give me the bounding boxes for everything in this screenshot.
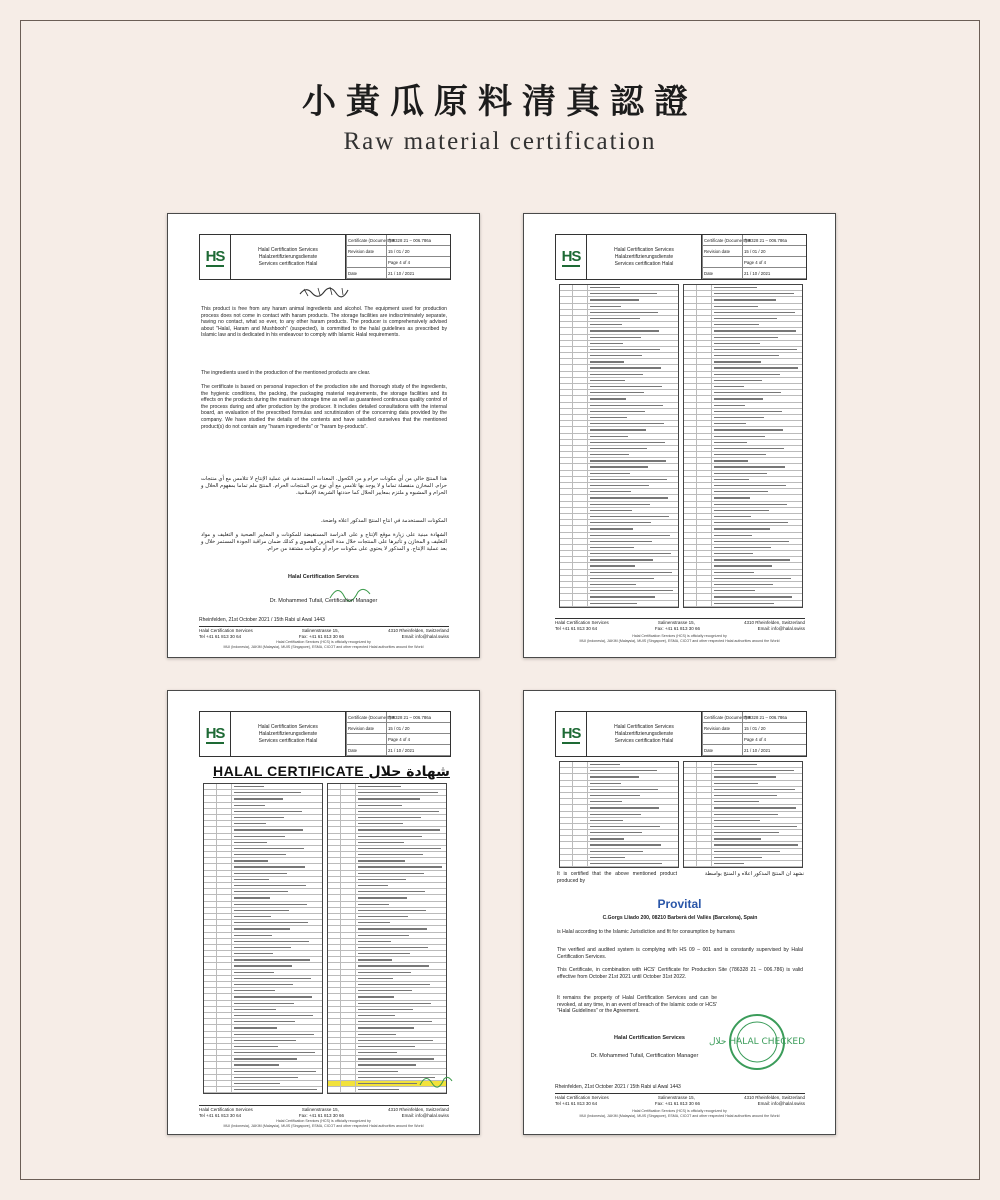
halal-certificate-title: HALAL CERTIFICATE شهادة حلال [213,763,450,780]
footnote: MUI (Indonesia), JAKIM (Malaysia), MUIS (Singapore), ESMA, CICOT and other respected Halal authorities around the World [579,1114,780,1118]
field-value: 21 / 10 / 2021 [742,268,806,279]
date-line: Rheinfelden, 21st October 2021 / 15th Rabi ul Awal 1443 [199,617,325,623]
certificate-header [199,234,451,280]
certificate-page-1 [167,213,480,658]
field-value: 786328 21 – 006.786a [386,712,450,723]
field-value: 21 / 10 / 2021 [742,745,806,756]
certified-text-arabic: نشهد ان المنتج المذكور اعلاه و المنتج بواسطة [704,871,804,877]
table-row [684,861,802,867]
signature-mark [418,1071,454,1091]
paragraph: This product is free from any haram animal ingredients and alcohol. The equipment used for production process does not come in contact with haram products. The storage facilities are indiscriminately separate, having no contact, what so ever, to any other haram products. The producer is comprehensively advised about "Halal, Haram and Mushbooh" (suspected), is committed to the halal guidelines as prescribed by Islamic law and is dedicated in his endeavour to comply with Islamic Halal requirements. [201,306,447,339]
footer: Halal Certification Services Salinenstrasse 15, 4310 Rheinfelden, Switzerland Tel +41 61 813 30 64 Fax: +41 61 813 30 66 Email: info@halal.swiss [199,1107,449,1118]
footnote: Halal Certification Services (HCS) is officially recognized by [276,640,371,644]
paragraph: The ingredients used in the production of the mentioned products are clear. [201,370,371,376]
footnote: MUI (Indonesia), JAKIM (Malaysia), MUIS (Singapore), ESMA, CICOT and other respected Halal authorities around the World [579,639,780,643]
product-list-table [559,284,803,608]
field-label: Revision date [702,723,742,734]
table-column [203,783,323,1094]
paragraph: The certificate is based on personal inspection of the production site and thorough study of the ingredients, the hygienic conditions, the packing, the packaging material requirements, the storage facilities and its effects on the products during the maximum storage time as well as guaranteed continuous quality control of the process during and after production by the producer. It includes detailed consultations with the internal board, an evaluation of the prescribed formulas and scrutinization of the concerning data provided by the company. We have studied the details of the contents and have satisfied ourselves that the mentioned product(s) do not contain any "haram ingredients" or "haram by-products". [201,384,447,430]
field-value: 15 / 01 / 20 [742,723,806,734]
org-line: Halalzertifizierungsdienste [614,253,674,260]
table-column [327,783,447,1094]
page-title: 小黃瓜原料清真認證 [302,82,698,122]
table-row [560,601,678,607]
field-label: Certificate (Document) # [346,712,386,723]
field-label [702,257,742,268]
hs-logo: HS [200,235,231,279]
footnote: MUI (Indonesia), JAKIM (Malaysia), MUIS (Singapore), ESMA, CICOT and other respected Halal authorities around the World [223,645,424,649]
field-value: Page 4 of 4 [386,734,450,745]
field-value: Page 4 of 4 [742,734,806,745]
field-label: Date [346,268,386,279]
certificate-page-4 [523,690,836,1135]
certificate-page-2 [523,213,836,658]
field-label: Certificate (Document) # [346,235,386,246]
table-row [560,861,678,867]
svg-text:حلال HALAL CHECKED: حلال HALAL CHECKED [708,1037,806,1047]
paragraph: It remains the property of Halal Certification Services and can be revoked, at any time, in an event of breach of the Islamic code or HCS' "Halal Guidelines" or the Agreement. [557,995,717,1015]
company-name: Provital [657,897,702,911]
field-label: Revision date [346,723,386,734]
table-row [204,1087,322,1093]
arabic-paragraph: الشهادة مبنية على زيارة موقع الإنتاج و على الدراسة المستفيضة للمكونات و المعايير الصحية و التغليف و مواد التغليف و المخازن و تأثيرها على المنتجات خلال مدة التخزين القصوى و كذلك ضمان مراقبة الجودة المستمر خلال و بعد عملية الإنتاج. و المذكور لا يحتوي على مكونات حرام أو مكونات مشتقة من حرام. [201,532,447,552]
page-frame [20,20,980,1180]
hs-logo: HS [200,712,231,756]
signatory: Dr. Mohammed Tufail, Certification Manager [590,1053,699,1059]
field-value: Page 4 of 4 [742,257,806,268]
org-line: Halal Certification Services [258,723,318,730]
arabic-paragraph: هذا المنتج خالي من أي مكونات حرام و من الكحول. المعدات المستخدمة في عملية الإنتاج لا تتلامس مع أي منتجات حرام. المخازن منفصلة تماما و لا يوجد بها تلامس مع أي نوع من المنتجات الحرام. المنتج ملم تماما بمفهوم الحلال و الحرام و المشبوه و ملتزم بمعايير الحلال كما حددتها الشريعة الإسلامية. [201,476,447,496]
field-value: 21 / 10 / 2021 [386,745,450,756]
table-column [683,761,803,868]
company-address: C.Gorgs Lliado 200, 08210 Barberà del Vallès (Barcelona), Spain [602,915,758,921]
hs-logo: HS [556,235,587,279]
field-label: Date [702,745,742,756]
field-value: 786328 21 – 006.786a [742,712,806,723]
footnote: MUI (Indonesia), JAKIM (Malaysia), MUIS (Singapore), ESMA, CICOT and other respected Halal authorities around the World [223,1124,424,1128]
paragraph: is Halal according to the Islamic Jurisdiction and fit for consumption by humans [557,929,735,935]
certificate-header [555,711,807,757]
arabic-paragraph: المكونات المستخدمة في انتاج المنتج المذكور اعلاه واضحة. [320,518,447,524]
page-subtitle: Raw material certification [343,128,657,155]
table-column [559,761,679,868]
table-row [684,601,802,607]
footnote: Halal Certification Services (HCS) is officially recognized by [276,1119,371,1123]
signature-org: Halal Certification Services [288,574,359,580]
signatory: Dr. Mohammed Tufail, Certification Manager [269,598,378,604]
field-label: Revision date [702,246,742,257]
org-line: Services certification Halal [258,260,318,267]
field-label [702,734,742,745]
certificate-header [199,711,451,757]
paragraph: This Certificate, in combination with HCS' Certificate for Production Site (786328 21 – 006.786) is valid effective from October 21st 2021 until October 31st 2022. [557,967,803,980]
field-value: 786328 21 – 006.786a [386,235,450,246]
field-value: 786328 21 – 006.786a [742,235,806,246]
product-list-table [559,761,803,868]
field-label: Date [346,745,386,756]
product-list-table [203,783,447,1094]
field-value: 15 / 01 / 20 [386,246,450,257]
org-line: Halal Certification Services [614,246,674,253]
date-line: Rheinfelden, 21st October 2021 / 15th Rabi ul Awal 1443 [555,1084,681,1090]
hs-logo: HS [556,712,587,756]
org-line: Halalzertifizierungsdienste [258,730,318,737]
org-line: Services certification Halal [614,737,674,744]
field-label: Certificate (Document) # [702,712,742,723]
certified-text: It is certified that the above mentioned product produced by [557,871,677,884]
field-label: Date [702,268,742,279]
org-line: Halal Certification Services [614,723,674,730]
certificate-header [555,234,807,280]
field-value: 15 / 01 / 20 [386,723,450,734]
field-label [346,257,386,268]
certificate-page-3 [167,690,480,1135]
footer: Halal Certification Services Salinenstrasse 15, 4310 Rheinfelden, Switzerland Tel +41 61 813 30 64 Fax: +41 61 813 30 66 Email: info@halal.swiss [199,628,449,639]
footer: Halal Certification Services Salinenstrasse 15, 4310 Rheinfelden, Switzerland Tel +41 61 813 30 64 Fax: +41 61 813 30 66 Email: info@halal.swiss [555,620,805,631]
field-label: Certificate (Document) # [702,235,742,246]
halal-stamp [708,1013,806,1071]
footer: Halal Certification Services Salinenstrasse 15, 4310 Rheinfelden, Switzerland Tel +41 61 813 30 64 Fax: +41 61 813 30 66 Email: info@halal.swiss [555,1095,805,1106]
field-value: 15 / 01 / 20 [742,246,806,257]
field-value: Page 4 of 4 [386,257,450,268]
table-column [559,284,679,608]
paragraph: The verified and audited system is complying with HS 09 – 001 and is constantly supervised by Halal Certification Services. [557,947,803,960]
org-line: Halalzertifizierungsdienste [258,253,318,260]
field-label: Revision date [346,246,386,257]
field-value: 21 / 10 / 2021 [386,268,450,279]
table-column [683,284,803,608]
footnote: Halal Certification Services (HCS) is officially recognized by [632,1109,727,1113]
org-line: Halal Certification Services [258,246,318,253]
org-line: Services certification Halal [258,737,318,744]
signature-org: Halal Certification Services [614,1035,685,1041]
field-label [346,734,386,745]
footnote: Halal Certification Services (HCS) is officially recognized by [632,634,727,638]
org-line: Halalzertifizierungsdienste [614,730,674,737]
org-line: Services certification Halal [614,260,674,267]
bismillah-calligraphy [298,284,350,298]
